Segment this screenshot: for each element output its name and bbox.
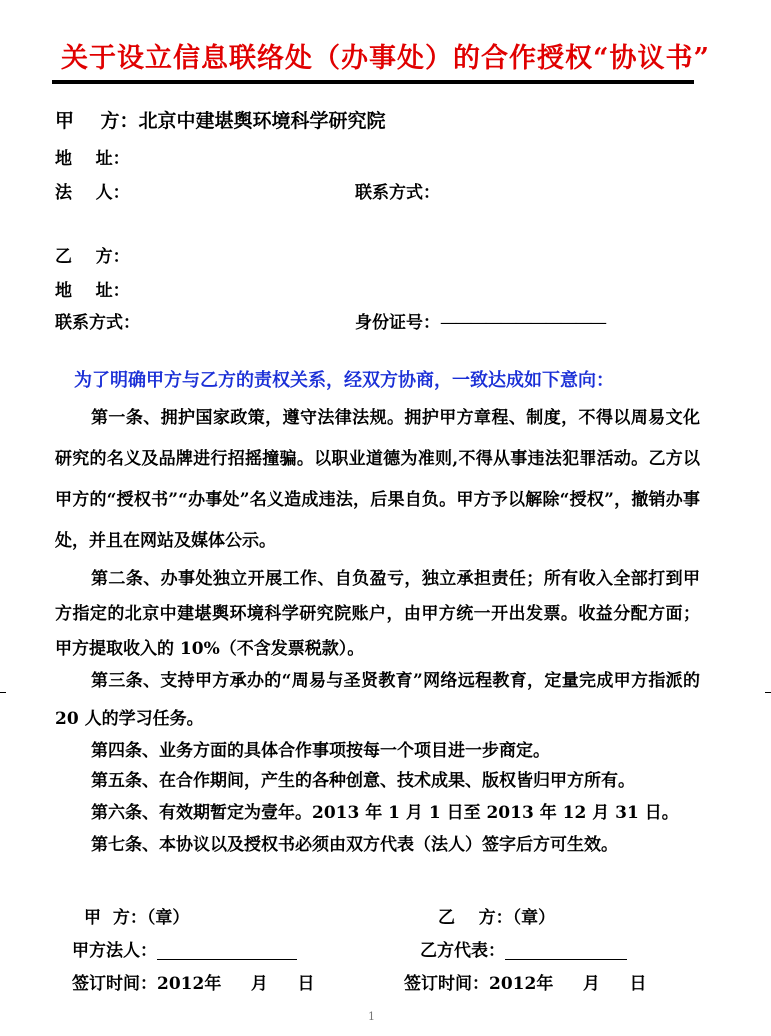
clause-5: 第五条、在合作期间，产生的各种创意、技术成果、版权皆归甲方所有。 xyxy=(91,771,635,791)
document-title: 关于设立信息联络处（办事处）的合作授权“协议书” xyxy=(60,43,711,74)
party-a-label: 甲 方： xyxy=(55,110,139,132)
intro-text: 为了明确甲方与乙方的责权关系，经双方协商，一致达成如下意向： xyxy=(74,370,614,391)
party-a-name: 北京中建堪舆环境科学研究院 xyxy=(138,110,386,132)
party-a-contact-label: 联系方式： xyxy=(355,183,440,203)
party-b-rep-label: 乙方代表： xyxy=(420,941,505,961)
margin-tick-left xyxy=(0,692,6,693)
party-a-signature-line xyxy=(157,941,297,960)
clause-1: 第一条、拥护国家政策，遵守法律法规。拥护甲方章程、制度，不得以周易文化研究的名义及品牌进行招摇撞骗。以职业道德为准则,不得从事违法犯罪活动。乙方以甲方的“授权书”“办事处”名义造成违法，后果自负。甲方予以解除“授权”，撤销办事处，并且在网站及媒体公示。 xyxy=(55,408,700,551)
party-b-id-label: 身份证号： xyxy=(355,313,440,333)
party-a-legal-label: 法 人： xyxy=(55,183,130,203)
party-b-contact-label: 联系方式： xyxy=(55,313,140,333)
clause-3: 第三条、支持甲方承办的“周易与圣贤教育”网络远程教育，定量完成甲方指派的 20 人的学习任务。 xyxy=(55,671,700,729)
party-a-seal: 甲 方：（章） xyxy=(84,908,190,928)
clause-2: 第二条、办事处独立开展工作、自负盈亏，独立承担责任；所有收入全部打到甲方指定的北京中建堪舆环境科学研究院账户，由甲方统一开出发票。收益分配方面；甲方提取收入的 10%（不含发票税款）。 xyxy=(55,569,700,659)
margin-tick-right xyxy=(765,692,771,693)
clause-4: 第四条、业务方面的具体合作事项按每一个项目进一步商定。 xyxy=(91,741,550,761)
clause-6: 第六条、有效期暂定为壹年。2013 年 1 月 1 日至 2013 年 12 月 31 日。 xyxy=(91,803,679,823)
party-a-date: 签订时间：2012年 月 日 xyxy=(72,974,315,994)
party-b-label: 乙 方： xyxy=(55,247,130,267)
title-underline xyxy=(52,80,694,84)
party-a-row xyxy=(55,106,385,133)
party-b-date: 签订时间：2012年 月 日 xyxy=(404,974,647,994)
party-a-legal-row xyxy=(72,936,297,961)
party-b-id-placeholder: ——————————— xyxy=(440,313,605,333)
party-a-address-label: 地 址： xyxy=(55,149,130,169)
page-number: 1 xyxy=(368,1010,375,1023)
party-b-address-label: 地 址： xyxy=(55,281,130,301)
party-a-legal-sign-label: 甲方法人： xyxy=(72,941,157,961)
party-b-rep-row xyxy=(420,936,627,961)
party-b-signature-line xyxy=(505,941,627,960)
clause-7: 第七条、本协议以及授权书必须由双方代表（法人）签字后方可生效。 xyxy=(91,835,618,855)
party-b-id-row xyxy=(355,308,605,333)
party-b-seal: 乙 方：（章） xyxy=(438,908,556,928)
